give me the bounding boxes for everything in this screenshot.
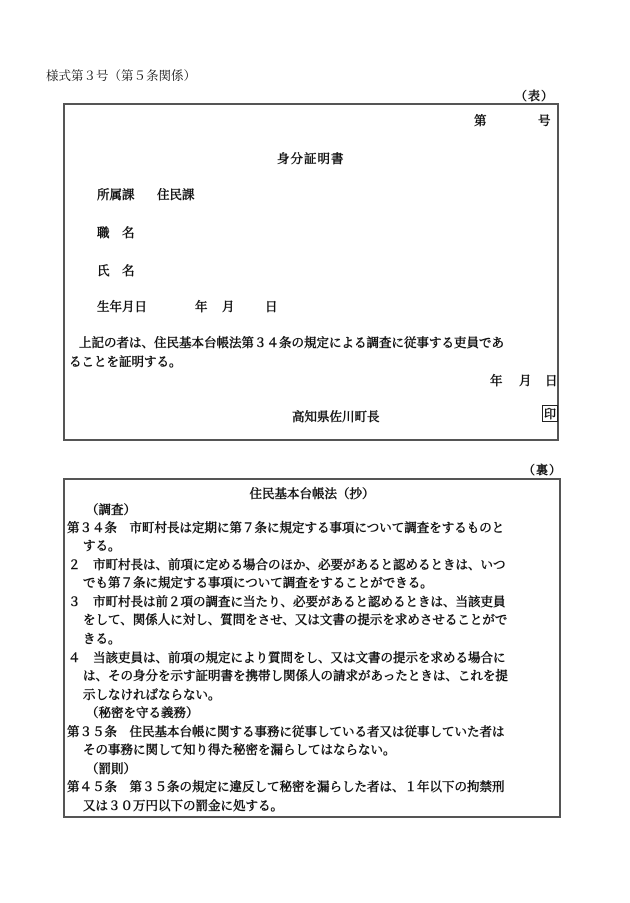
law-line: （調査） [86,502,137,517]
law-excerpt-title: 住民基本台帳法（抄） [249,486,375,501]
law-line: ３ 市町村長は前２項の調査に当たり、必要があると認めるときは、当該吏員 [68,594,506,609]
law-line: 第４５条 第３５条の規定に違反して秘密を漏らした者は、１年以下の拘禁刑 [67,779,505,794]
law-line: でも第７条に規定する事項について調査をすることができる。 [83,575,433,590]
back-side-label: （裏） [523,463,563,477]
law-line: （秘密を守る義務） [86,705,199,720]
certification-statement-line2: ることを証明する。 [69,354,182,369]
certification-statement-line1: 上記の者は、住民基本台帳法第３４条の規定による調査に従事する吏員であ [79,335,505,350]
law-excerpt-box [63,478,561,818]
law-line: ２ 市町村長は、前項に定める場合のほか、必要があると認めるときは、いつ [68,557,506,572]
law-line: 第３５条 住民基本台帳に関する事務に従事している者又は従事していた者は [67,724,505,739]
issue-date-year: 年 [490,373,503,388]
issue-date-month: 月 [519,373,532,388]
certificate-number-prefix: 第 [474,113,487,128]
law-line: その事務に関して知り得た秘密を漏らしてはならない。 [83,742,396,757]
department-label: 所属課 [97,187,135,202]
law-line: は、その身分を示す証明書を携帯し関係人の請求があったときは、これを提 [83,668,508,683]
issuer-name: 高知県佐川町長 [292,409,380,424]
birthdate-year: 年 [195,299,208,314]
law-line: ４ 当該吏員は、前項の規定により質問をし、又は文書の提示を求める場合に [68,650,506,665]
seal-box: 印 [543,407,556,421]
birthdate-day: 日 [265,299,278,314]
front-side-label: （表） [515,89,555,103]
law-line: をして、関係人に対し、質問をさせ、又は文書の提示を求めさせることがで [83,612,508,627]
law-line: する。 [83,538,121,553]
law-line: （罰則） [86,761,137,776]
law-line: 又は３０万円以下の罰金に処する。 [83,798,284,813]
certificate-number-suffix: 号 [538,113,551,128]
position-label: 職 名 [97,225,135,240]
law-line: きる。 [83,631,121,646]
issue-date-day: 日 [545,373,558,388]
department-value: 住民課 [157,187,195,202]
law-line: 示しなければならない。 [83,687,221,702]
certificate-title: 身分証明書 [277,151,345,166]
law-line: 第３４条 市町村長は定期に第７条に規定する事項について調査をするものと [67,520,505,535]
birthdate-label: 生年月日 [97,299,148,314]
name-label: 氏 名 [97,263,135,278]
form-number-label: 様式第３号（第５条関係） [46,68,197,83]
birthdate-month: 月 [222,299,235,314]
id-certificate-card [63,103,559,441]
